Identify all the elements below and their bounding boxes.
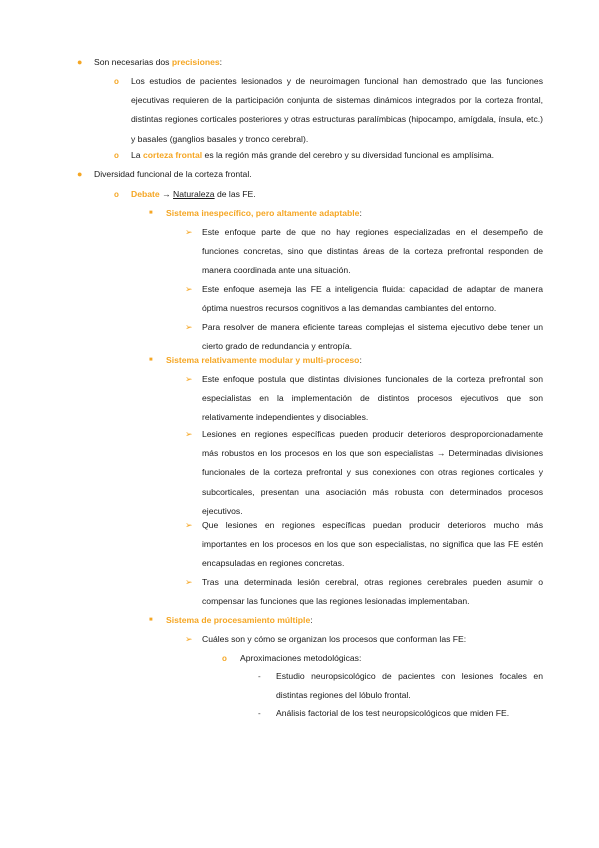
circle-bullet-icon: o — [222, 654, 227, 663]
system-heading-multiple — [166, 611, 543, 630]
item-text: de las FE. — [214, 189, 256, 199]
point-item: Cuáles son y cómo se organizan los procesos que conforman las FE: — [202, 634, 467, 644]
circle-bullet-icon: o — [114, 151, 119, 160]
system-heading-modular — [166, 351, 543, 370]
item-text: : — [359, 355, 362, 365]
bullet-icon: ● — [77, 169, 83, 179]
point-item: Este enfoque parte de que no hay regiones especializadas en el desempeño de funciones concretas, sino que distintas áreas de la corteza prefrontal responden de manera coordinada ante una situación. — [202, 227, 543, 276]
method-item: Análisis factorial de los test neuropsicológicos que miden FE. — [276, 708, 510, 718]
item-text: Son necesarias dos — [94, 57, 172, 67]
arrow-bullet-icon: ➢ — [185, 322, 193, 332]
outline-item-estudios: Los estudios de pacientes lesionados y de neuroimagen funcional han demostrado que las funciones ejecutivas requieren de la participación conjunta de sistemas dinámicos integrados por la corteza frontal, distintas regiones corticales posteriores y otras estructuras paralímbicas (hipocampo, amígdala, ínsula, etc.) y basales (ganglios basales y tronco cerebral). — [131, 76, 543, 144]
point-item: Este enfoque postula que distintas divisiones funcionales de la corteza prefrontal son especialistas en la implementación de distintos procesos ejecutivos que son relativamente independientes y disociables. — [202, 374, 543, 423]
arrow-bullet-icon: ➢ — [185, 227, 193, 237]
item-text: : — [219, 57, 223, 67]
outline-item-precisiones — [94, 53, 543, 72]
item-text: es la región más grande del cerebro y su diversidad funcional es amplísima. — [202, 150, 495, 160]
dash-bullet-icon: - — [258, 672, 261, 681]
highlight-term: Sistema inespecífico, pero altamente adaptable — [166, 208, 360, 218]
outline-item-corteza-frontal — [131, 146, 543, 165]
item-text: La — [131, 150, 143, 160]
outline-item-debate — [131, 185, 543, 204]
arrow-bullet-icon: ➢ — [185, 520, 193, 530]
point-item: Que lesiones en regiones específicas puedan producir deterioros mucho más importantes en los procesos en los que son especialistas, no significa que las FE estén encapsuladas en regiones concretas. — [202, 520, 543, 569]
point-item: Tras una determinada lesión cerebral, otras regiones cerebrales pueden asumir o compensar las funciones que las regiones lesionadas implementaban. — [202, 577, 543, 607]
point-item: Para resolver de manera eficiente tareas complejas el sistema ejecutivo debe tener un cierto grado de redundancia y entropía. — [202, 322, 543, 352]
item-text: : — [310, 615, 313, 625]
square-bullet-icon: ■ — [149, 357, 153, 363]
point-item: Lesiones en regiones específicas pueden producir deterioros desproporcionadamente más robustos en los procesos en los que son especialistas → Determinadas divisiones funcionales de la corteza prefrontal y sus conexiones con otras regiones corticales y subcorticales, presentan una asociación más robusta con determinados procesos ejecutivos. — [202, 429, 543, 516]
highlight-term: precisiones — [171, 57, 220, 67]
system-heading-inespecifico — [166, 204, 543, 223]
circle-bullet-icon: o — [114, 190, 119, 199]
dash-bullet-icon: - — [258, 709, 261, 718]
arrow-icon: → — [159, 189, 174, 199]
square-bullet-icon: ■ — [149, 617, 153, 623]
highlight-term: Sistema relativamente modular y multi-proceso — [166, 355, 360, 365]
arrow-bullet-icon: ➢ — [185, 634, 193, 644]
item-text: : — [359, 208, 362, 218]
highlight-term: corteza frontal — [142, 150, 203, 160]
arrow-bullet-icon: ➢ — [185, 374, 193, 384]
underlined-term: Naturaleza — [173, 189, 215, 199]
outline-item-diversidad: Diversidad funcional de la corteza frontal. — [94, 169, 252, 179]
arrow-bullet-icon: ➢ — [185, 577, 193, 587]
square-bullet-icon: ■ — [149, 210, 153, 216]
point-item: Este enfoque asemeja las FE a inteligencia fluida: capacidad de adaptar de manera óptima nuestros recursos cognitivos a las demandas cambiantes del entorno. — [202, 284, 543, 314]
arrow-bullet-icon: ➢ — [185, 284, 193, 294]
bullet-icon: ● — [77, 57, 83, 67]
method-item: Estudio neuropsicológico de pacientes con lesiones focales en distintas regiones del lóbulo frontal. — [276, 671, 543, 701]
highlight-term: Sistema de procesamiento múltiple — [166, 615, 311, 625]
arrow-bullet-icon: ➢ — [185, 429, 193, 439]
circle-bullet-icon: o — [114, 77, 119, 86]
highlight-term: Debate — [131, 189, 160, 199]
outline-item-aproximaciones: Aproximaciones metodológicas: — [240, 653, 362, 663]
